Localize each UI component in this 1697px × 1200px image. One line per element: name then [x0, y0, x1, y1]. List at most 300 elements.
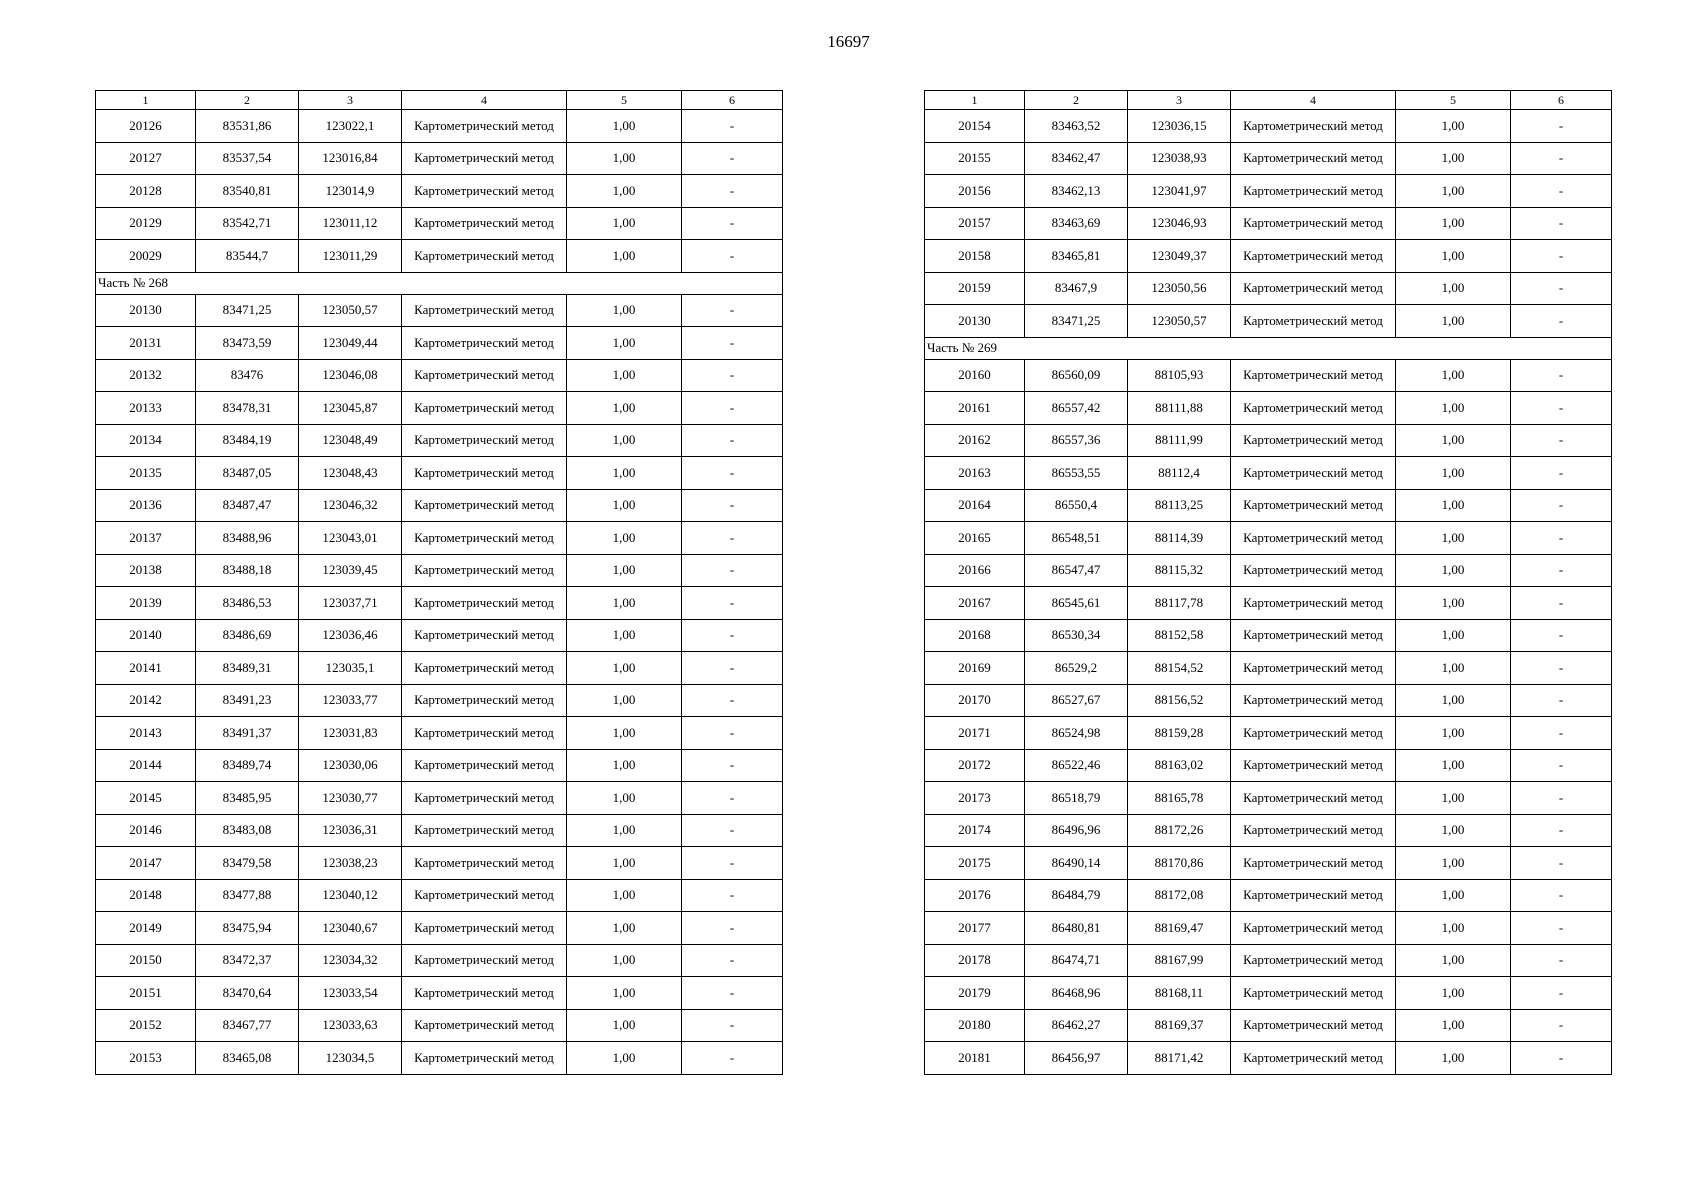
accuracy-cell: 1,00 — [567, 554, 682, 587]
accuracy-cell: 1,00 — [1396, 1009, 1511, 1042]
y-coordinate-cell: 123050,57 — [299, 294, 402, 327]
method-cell: Картометрический метод — [1231, 457, 1396, 490]
method-cell: Картометрический метод — [402, 489, 567, 522]
y-coordinate-cell: 123037,71 — [299, 587, 402, 620]
column-header: 6 — [1511, 91, 1612, 110]
accuracy-cell: 1,00 — [567, 652, 682, 685]
y-coordinate-cell: 123038,93 — [1128, 142, 1231, 175]
point-number-cell: 20148 — [96, 879, 196, 912]
table-row — [96, 684, 783, 717]
x-coordinate-cell: 83478,31 — [196, 392, 299, 425]
point-number-cell: 20141 — [96, 652, 196, 685]
y-coordinate-cell: 123046,32 — [299, 489, 402, 522]
table-row — [925, 847, 1612, 880]
description-cell: - — [682, 175, 783, 208]
x-coordinate-cell: 83467,77 — [196, 1009, 299, 1042]
x-coordinate-cell: 83485,95 — [196, 782, 299, 815]
table-row — [925, 619, 1612, 652]
method-cell: Картометрический метод — [402, 782, 567, 815]
description-cell: - — [682, 847, 783, 880]
table-row — [925, 1042, 1612, 1075]
point-number-cell: 20151 — [96, 977, 196, 1010]
description-cell: - — [1511, 522, 1612, 555]
description-cell: - — [1511, 782, 1612, 815]
method-cell: Картометрический метод — [402, 1009, 567, 1042]
method-cell: Картометрический метод — [402, 879, 567, 912]
x-coordinate-cell: 83470,64 — [196, 977, 299, 1010]
section-label: Часть № 268 — [96, 272, 783, 294]
description-cell: - — [682, 522, 783, 555]
table-row — [925, 749, 1612, 782]
method-cell: Картометрический метод — [402, 327, 567, 360]
description-cell: - — [682, 814, 783, 847]
description-cell: - — [682, 879, 783, 912]
description-cell: - — [682, 240, 783, 273]
y-coordinate-cell: 88171,42 — [1128, 1042, 1231, 1075]
y-coordinate-cell: 123030,06 — [299, 749, 402, 782]
point-number-cell: 20158 — [925, 240, 1025, 273]
accuracy-cell: 1,00 — [1396, 977, 1511, 1010]
point-number-cell: 20128 — [96, 175, 196, 208]
x-coordinate-cell: 83467,9 — [1025, 272, 1128, 305]
point-number-cell: 20180 — [925, 1009, 1025, 1042]
description-cell: - — [1511, 977, 1612, 1010]
table-row — [925, 782, 1612, 815]
column-header: 4 — [1231, 91, 1396, 110]
accuracy-cell: 1,00 — [567, 944, 682, 977]
y-coordinate-cell: 88105,93 — [1128, 359, 1231, 392]
description-cell: - — [682, 207, 783, 240]
x-coordinate-cell: 83477,88 — [196, 879, 299, 912]
x-coordinate-cell: 83537,54 — [196, 142, 299, 175]
y-coordinate-cell: 123036,15 — [1128, 110, 1231, 143]
point-number-cell: 20132 — [96, 359, 196, 392]
table-row — [96, 554, 783, 587]
x-coordinate-cell: 83471,25 — [196, 294, 299, 327]
x-coordinate-cell: 86547,47 — [1025, 554, 1128, 587]
description-cell: - — [682, 749, 783, 782]
accuracy-cell: 1,00 — [567, 619, 682, 652]
table-row — [925, 1009, 1612, 1042]
accuracy-cell: 1,00 — [1396, 587, 1511, 620]
accuracy-cell: 1,00 — [1396, 1042, 1511, 1075]
point-number-cell: 20177 — [925, 912, 1025, 945]
x-coordinate-cell: 83487,47 — [196, 489, 299, 522]
point-number-cell: 20173 — [925, 782, 1025, 815]
x-coordinate-cell: 83489,74 — [196, 749, 299, 782]
description-cell: - — [1511, 944, 1612, 977]
x-coordinate-cell: 83488,18 — [196, 554, 299, 587]
point-number-cell: 20174 — [925, 814, 1025, 847]
point-number-cell: 20178 — [925, 944, 1025, 977]
description-cell: - — [682, 912, 783, 945]
x-coordinate-cell: 86530,34 — [1025, 619, 1128, 652]
method-cell: Картометрический метод — [402, 587, 567, 620]
x-coordinate-cell: 86468,96 — [1025, 977, 1128, 1010]
description-cell: - — [1511, 619, 1612, 652]
method-cell: Картометрический метод — [1231, 944, 1396, 977]
method-cell: Картометрический метод — [1231, 489, 1396, 522]
y-coordinate-cell: 88163,02 — [1128, 749, 1231, 782]
x-coordinate-cell: 86545,61 — [1025, 587, 1128, 620]
x-coordinate-cell: 86484,79 — [1025, 879, 1128, 912]
accuracy-cell: 1,00 — [567, 522, 682, 555]
method-cell: Картометрический метод — [1231, 240, 1396, 273]
method-cell: Картометрический метод — [402, 522, 567, 555]
y-coordinate-cell: 88172,26 — [1128, 814, 1231, 847]
point-number-cell: 20170 — [925, 684, 1025, 717]
table-row — [925, 392, 1612, 425]
table-row — [925, 489, 1612, 522]
table-row — [96, 522, 783, 555]
description-cell: - — [1511, 879, 1612, 912]
y-coordinate-cell: 88111,99 — [1128, 424, 1231, 457]
accuracy-cell: 1,00 — [567, 749, 682, 782]
table-row — [925, 977, 1612, 1010]
method-cell: Картометрический метод — [1231, 142, 1396, 175]
x-coordinate-cell: 83465,81 — [1025, 240, 1128, 273]
table-row — [96, 944, 783, 977]
method-cell: Картометрический метод — [1231, 359, 1396, 392]
x-coordinate-cell: 86456,97 — [1025, 1042, 1128, 1075]
accuracy-cell: 1,00 — [1396, 522, 1511, 555]
y-coordinate-cell: 88112,4 — [1128, 457, 1231, 490]
section-row — [96, 272, 783, 294]
description-cell: - — [682, 327, 783, 360]
accuracy-cell: 1,00 — [567, 912, 682, 945]
x-coordinate-cell: 86496,96 — [1025, 814, 1128, 847]
method-cell: Картометрический метод — [402, 392, 567, 425]
method-cell: Картометрический метод — [1231, 305, 1396, 338]
accuracy-cell: 1,00 — [567, 977, 682, 1010]
accuracy-cell: 1,00 — [1396, 207, 1511, 240]
method-cell: Картометрический метод — [1231, 977, 1396, 1010]
description-cell: - — [682, 110, 783, 143]
point-number-cell: 20162 — [925, 424, 1025, 457]
y-coordinate-cell: 123046,93 — [1128, 207, 1231, 240]
description-cell: - — [1511, 587, 1612, 620]
x-coordinate-cell: 86490,14 — [1025, 847, 1128, 880]
point-number-cell: 20133 — [96, 392, 196, 425]
description-cell: - — [1511, 652, 1612, 685]
y-coordinate-cell: 88165,78 — [1128, 782, 1231, 815]
method-cell: Картометрический метод — [402, 207, 567, 240]
coordinates-table-left — [95, 90, 783, 1075]
table-row — [925, 717, 1612, 750]
accuracy-cell: 1,00 — [567, 240, 682, 273]
point-number-cell: 20143 — [96, 717, 196, 750]
method-cell: Картометрический метод — [402, 240, 567, 273]
accuracy-cell: 1,00 — [1396, 652, 1511, 685]
table-row — [96, 619, 783, 652]
x-coordinate-cell: 83462,13 — [1025, 175, 1128, 208]
table-body — [925, 110, 1612, 1075]
method-cell: Картометрический метод — [1231, 912, 1396, 945]
section-row — [925, 337, 1612, 359]
point-number-cell: 20165 — [925, 522, 1025, 555]
column-header: 6 — [682, 91, 783, 110]
table-row — [925, 207, 1612, 240]
method-cell: Картометрический метод — [402, 110, 567, 143]
method-cell: Картометрический метод — [1231, 717, 1396, 750]
point-number-cell: 20147 — [96, 847, 196, 880]
point-number-cell: 20129 — [96, 207, 196, 240]
x-coordinate-cell: 83531,86 — [196, 110, 299, 143]
accuracy-cell: 1,00 — [1396, 619, 1511, 652]
method-cell: Картометрический метод — [402, 847, 567, 880]
y-coordinate-cell: 123048,49 — [299, 424, 402, 457]
description-cell: - — [1511, 272, 1612, 305]
description-cell: - — [682, 1009, 783, 1042]
description-cell: - — [1511, 1042, 1612, 1075]
page-number: 16697 — [827, 32, 870, 51]
accuracy-cell: 1,00 — [567, 392, 682, 425]
table-row — [925, 554, 1612, 587]
table-row — [925, 305, 1612, 338]
column-header: 2 — [196, 91, 299, 110]
table-row — [96, 1009, 783, 1042]
point-number-cell: 20131 — [96, 327, 196, 360]
table-row — [96, 457, 783, 490]
y-coordinate-cell: 123045,87 — [299, 392, 402, 425]
column-header: 5 — [1396, 91, 1511, 110]
column-header: 3 — [299, 91, 402, 110]
table-row — [96, 977, 783, 1010]
point-number-cell: 20157 — [925, 207, 1025, 240]
method-cell: Картометрический метод — [402, 814, 567, 847]
description-cell: - — [1511, 489, 1612, 522]
table-row — [925, 359, 1612, 392]
point-number-cell: 20155 — [925, 142, 1025, 175]
table-row — [925, 814, 1612, 847]
accuracy-cell: 1,00 — [567, 294, 682, 327]
description-cell: - — [1511, 142, 1612, 175]
description-cell: - — [1511, 110, 1612, 143]
y-coordinate-cell: 123041,97 — [1128, 175, 1231, 208]
method-cell: Картометрический метод — [1231, 554, 1396, 587]
accuracy-cell: 1,00 — [1396, 305, 1511, 338]
point-number-cell: 20139 — [96, 587, 196, 620]
description-cell: - — [1511, 207, 1612, 240]
x-coordinate-cell: 83463,69 — [1025, 207, 1128, 240]
description-cell: - — [1511, 912, 1612, 945]
y-coordinate-cell: 88115,32 — [1128, 554, 1231, 587]
point-number-cell: 20136 — [96, 489, 196, 522]
x-coordinate-cell: 83473,59 — [196, 327, 299, 360]
accuracy-cell: 1,00 — [567, 847, 682, 880]
method-cell: Картометрический метод — [1231, 847, 1396, 880]
point-number-cell: 20145 — [96, 782, 196, 815]
y-coordinate-cell: 123033,77 — [299, 684, 402, 717]
description-cell: - — [682, 717, 783, 750]
point-number-cell: 20172 — [925, 749, 1025, 782]
point-number-cell: 20175 — [925, 847, 1025, 880]
accuracy-cell: 1,00 — [1396, 684, 1511, 717]
x-coordinate-cell: 83486,53 — [196, 587, 299, 620]
y-coordinate-cell: 123011,29 — [299, 240, 402, 273]
x-coordinate-cell: 83472,37 — [196, 944, 299, 977]
table-row — [925, 272, 1612, 305]
point-number-cell: 20176 — [925, 879, 1025, 912]
y-coordinate-cell: 123043,01 — [299, 522, 402, 555]
x-coordinate-cell: 86524,98 — [1025, 717, 1128, 750]
x-coordinate-cell: 86480,81 — [1025, 912, 1128, 945]
point-number-cell: 20152 — [96, 1009, 196, 1042]
section-label: Часть № 269 — [925, 337, 1612, 359]
accuracy-cell: 1,00 — [1396, 424, 1511, 457]
accuracy-cell: 1,00 — [567, 327, 682, 360]
column-header: 1 — [925, 91, 1025, 110]
y-coordinate-cell: 123033,54 — [299, 977, 402, 1010]
point-number-cell: 20127 — [96, 142, 196, 175]
description-cell: - — [1511, 717, 1612, 750]
x-coordinate-cell: 83462,47 — [1025, 142, 1128, 175]
description-cell: - — [1511, 814, 1612, 847]
table-row — [96, 782, 783, 815]
method-cell: Картометрический метод — [402, 619, 567, 652]
description-cell: - — [682, 489, 783, 522]
x-coordinate-cell: 83540,81 — [196, 175, 299, 208]
x-coordinate-cell: 83483,08 — [196, 814, 299, 847]
accuracy-cell: 1,00 — [1396, 489, 1511, 522]
method-cell: Картометрический метод — [1231, 110, 1396, 143]
y-coordinate-cell: 123046,08 — [299, 359, 402, 392]
description-cell: - — [682, 392, 783, 425]
accuracy-cell: 1,00 — [1396, 392, 1511, 425]
y-coordinate-cell: 88167,99 — [1128, 944, 1231, 977]
accuracy-cell: 1,00 — [1396, 457, 1511, 490]
point-number-cell: 20154 — [925, 110, 1025, 143]
y-coordinate-cell: 123030,77 — [299, 782, 402, 815]
x-coordinate-cell: 86474,71 — [1025, 944, 1128, 977]
accuracy-cell: 1,00 — [567, 1009, 682, 1042]
accuracy-cell: 1,00 — [1396, 749, 1511, 782]
point-number-cell: 20181 — [925, 1042, 1025, 1075]
table-row — [925, 587, 1612, 620]
accuracy-cell: 1,00 — [1396, 359, 1511, 392]
y-coordinate-cell: 88154,52 — [1128, 652, 1231, 685]
method-cell: Картометрический метод — [402, 684, 567, 717]
table-row — [925, 424, 1612, 457]
column-header: 2 — [1025, 91, 1128, 110]
coordinates-table-right — [924, 90, 1612, 1075]
method-cell: Картометрический метод — [1231, 1009, 1396, 1042]
description-cell: - — [682, 652, 783, 685]
column-header: 4 — [402, 91, 567, 110]
accuracy-cell: 1,00 — [567, 684, 682, 717]
y-coordinate-cell: 123011,12 — [299, 207, 402, 240]
method-cell: Картометрический метод — [402, 977, 567, 1010]
x-coordinate-cell: 83471,25 — [1025, 305, 1128, 338]
y-coordinate-cell: 123050,56 — [1128, 272, 1231, 305]
description-cell: - — [1511, 240, 1612, 273]
table-row — [96, 175, 783, 208]
description-cell: - — [682, 142, 783, 175]
description-cell: - — [682, 587, 783, 620]
table-row — [925, 684, 1612, 717]
description-cell: - — [682, 554, 783, 587]
accuracy-cell: 1,00 — [567, 814, 682, 847]
column-header: 5 — [567, 91, 682, 110]
point-number-cell: 20142 — [96, 684, 196, 717]
y-coordinate-cell: 123050,57 — [1128, 305, 1231, 338]
point-number-cell: 20029 — [96, 240, 196, 273]
table-row — [925, 457, 1612, 490]
table-row — [96, 717, 783, 750]
x-coordinate-cell: 86548,51 — [1025, 522, 1128, 555]
y-coordinate-cell: 88169,47 — [1128, 912, 1231, 945]
y-coordinate-cell: 88152,58 — [1128, 619, 1231, 652]
table-row — [96, 207, 783, 240]
point-number-cell: 20168 — [925, 619, 1025, 652]
method-cell: Картометрический метод — [402, 142, 567, 175]
y-coordinate-cell: 88168,11 — [1128, 977, 1231, 1010]
y-coordinate-cell: 123031,83 — [299, 717, 402, 750]
accuracy-cell: 1,00 — [1396, 814, 1511, 847]
table-row — [925, 912, 1612, 945]
point-number-cell: 20166 — [925, 554, 1025, 587]
point-number-cell: 20156 — [925, 175, 1025, 208]
description-cell: - — [1511, 457, 1612, 490]
description-cell: - — [1511, 392, 1612, 425]
method-cell: Картометрический метод — [402, 717, 567, 750]
method-cell: Картометрический метод — [1231, 652, 1396, 685]
x-coordinate-cell: 86518,79 — [1025, 782, 1128, 815]
y-coordinate-cell: 88114,39 — [1128, 522, 1231, 555]
description-cell: - — [682, 294, 783, 327]
point-number-cell: 20164 — [925, 489, 1025, 522]
table-row — [96, 142, 783, 175]
point-number-cell: 20135 — [96, 457, 196, 490]
y-coordinate-cell: 88156,52 — [1128, 684, 1231, 717]
y-coordinate-cell: 123022,1 — [299, 110, 402, 143]
method-cell: Картометрический метод — [402, 1042, 567, 1075]
y-coordinate-cell: 123034,32 — [299, 944, 402, 977]
accuracy-cell: 1,00 — [1396, 175, 1511, 208]
accuracy-cell: 1,00 — [1396, 782, 1511, 815]
method-cell: Картометрический метод — [1231, 879, 1396, 912]
y-coordinate-cell: 123049,44 — [299, 327, 402, 360]
point-number-cell: 20149 — [96, 912, 196, 945]
description-cell: - — [1511, 554, 1612, 587]
method-cell: Картометрический метод — [1231, 684, 1396, 717]
table-row — [925, 240, 1612, 273]
x-coordinate-cell: 86522,46 — [1025, 749, 1128, 782]
y-coordinate-cell: 88170,86 — [1128, 847, 1231, 880]
x-coordinate-cell: 86529,2 — [1025, 652, 1128, 685]
x-coordinate-cell: 83542,71 — [196, 207, 299, 240]
table-row — [96, 879, 783, 912]
table-row — [925, 175, 1612, 208]
method-cell: Картометрический метод — [1231, 424, 1396, 457]
point-number-cell: 20144 — [96, 749, 196, 782]
method-cell: Картометрический метод — [402, 554, 567, 587]
y-coordinate-cell: 88113,25 — [1128, 489, 1231, 522]
table-row — [96, 392, 783, 425]
method-cell: Картометрический метод — [402, 749, 567, 782]
table-row — [96, 294, 783, 327]
header-row — [925, 91, 1612, 110]
y-coordinate-cell: 123040,67 — [299, 912, 402, 945]
method-cell: Картометрический метод — [402, 175, 567, 208]
method-cell: Картометрический метод — [402, 457, 567, 490]
table-row — [925, 142, 1612, 175]
accuracy-cell: 1,00 — [1396, 272, 1511, 305]
y-coordinate-cell: 123048,43 — [299, 457, 402, 490]
accuracy-cell: 1,00 — [567, 207, 682, 240]
x-coordinate-cell: 83484,19 — [196, 424, 299, 457]
method-cell: Картометрический метод — [402, 359, 567, 392]
